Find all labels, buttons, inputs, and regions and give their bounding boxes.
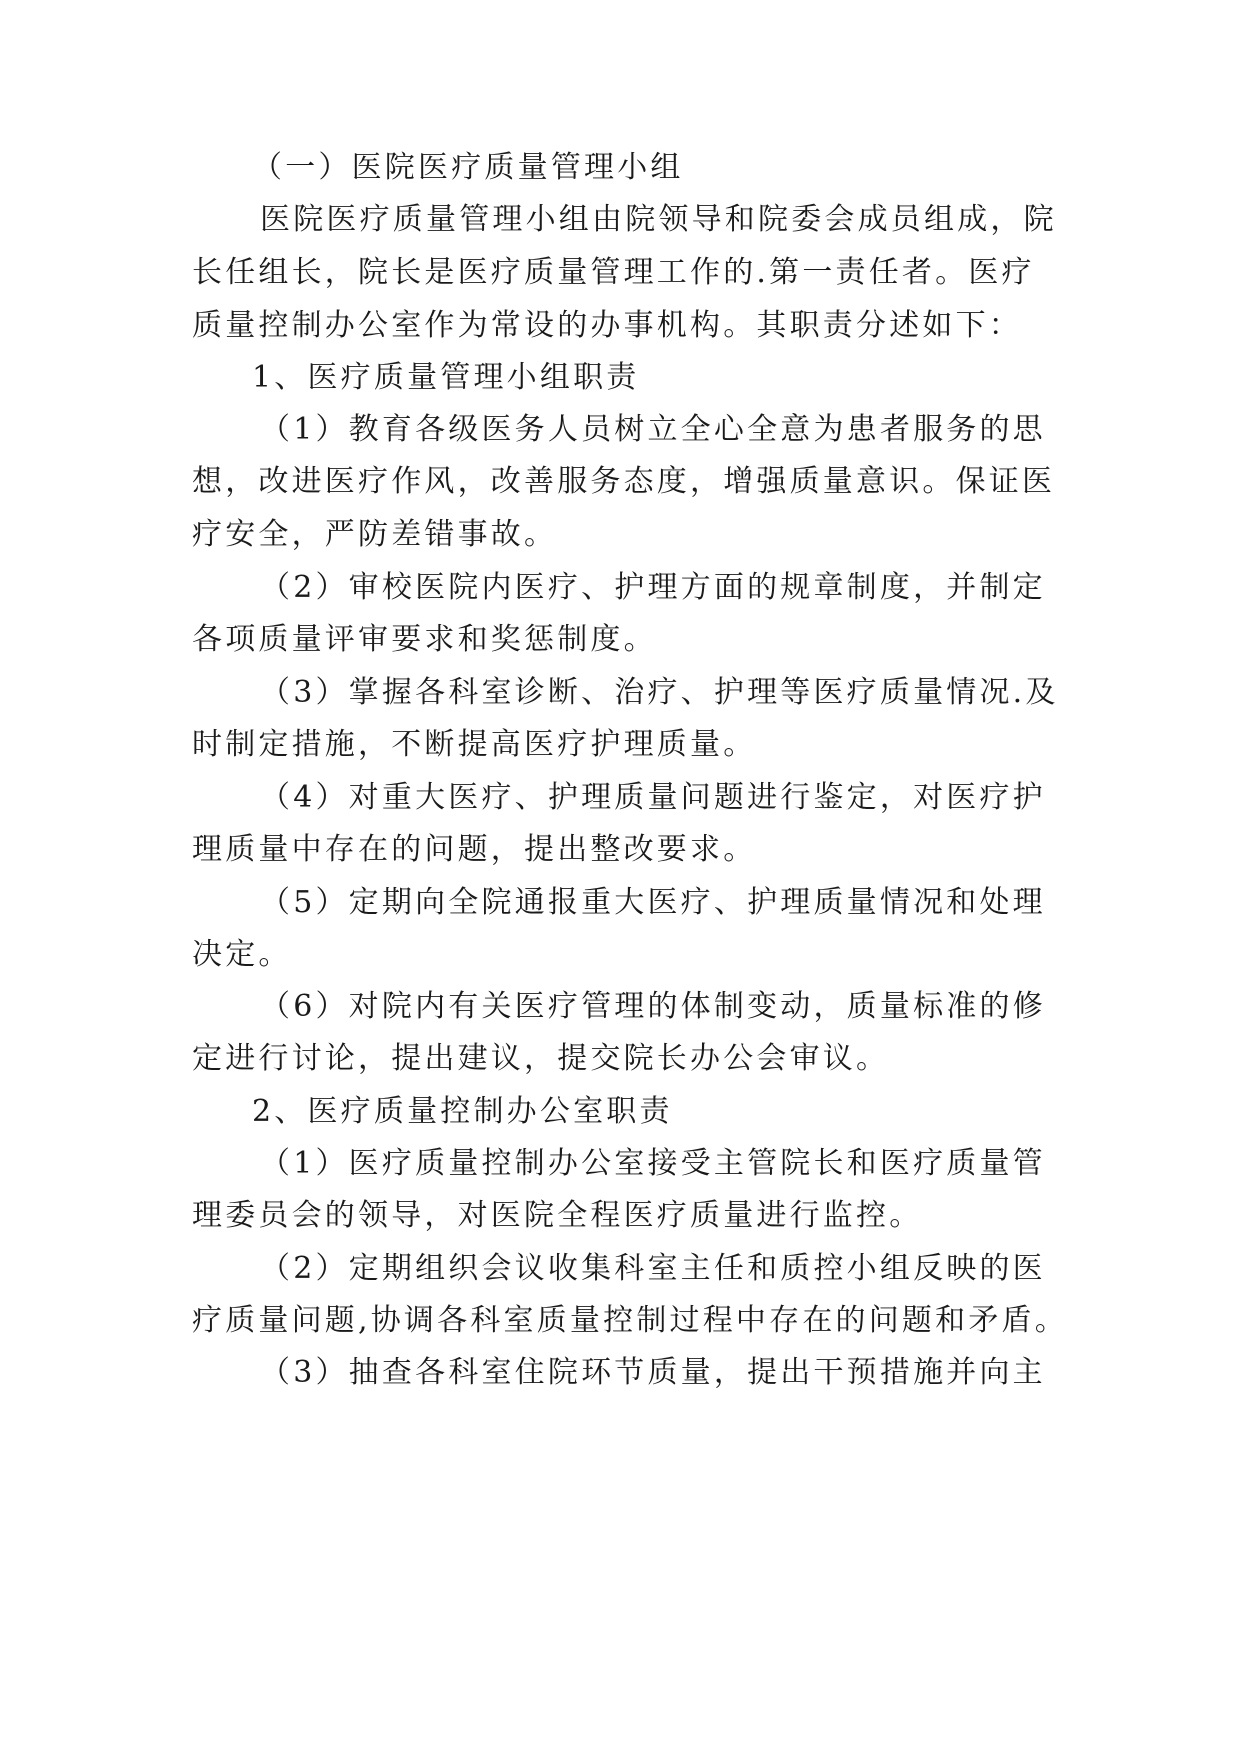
paragraph-line: 各项质量评审要求和奖惩制度。: [192, 622, 657, 657]
paragraph-line: 理委员会的领导，对医院全程医疗质量进行监控。: [192, 1198, 923, 1233]
paragraph-line: （2）审校医院内医疗、护理方面的规章制度，并制定: [260, 570, 1046, 605]
paragraph-line: （3）抽查各科室住院环节质量，提出干预措施并向主: [260, 1355, 1046, 1390]
paragraph-line: 想，改进医疗作风，改善服务态度，增强质量意识。保证医: [192, 464, 1056, 499]
paragraph-line: （1）医疗质量控制办公室接受主管院长和医疗质量管: [260, 1146, 1046, 1181]
paragraph-line: 质量控制办公室作为常设的办事机构。其职责分述如下：: [192, 308, 1022, 343]
paragraph-line: 理质量中存在的问题，提出整改要求。: [192, 832, 757, 867]
paragraph-line: （5）定期向全院通报重大医疗、护理质量情况和处理: [260, 885, 1046, 920]
subsection-heading: 2、医疗质量控制办公室职责: [252, 1094, 673, 1129]
paragraph-line: 疗质量问题,协调各科室质量控制过程中存在的问题和矛盾。: [192, 1303, 1068, 1338]
paragraph-line: （1）教育各级医务人员树立全心全意为患者服务的思: [260, 412, 1046, 447]
paragraph-line: （6）对院内有关医疗管理的体制变动，质量标准的修: [260, 989, 1046, 1024]
subsection-heading: 1、医疗质量管理小组职责: [252, 360, 640, 395]
paragraph-line: 时制定措施，不断提高医疗护理质量。: [192, 727, 757, 762]
paragraph-line: 决定。: [192, 937, 292, 972]
paragraph-line: （2）定期组织会议收集科室主任和质控小组反映的医: [260, 1251, 1046, 1286]
section-heading: （一）医院医疗质量管理小组: [252, 150, 684, 185]
paragraph-line: 定进行讨论，提出建议，提交院长办公会审议。: [192, 1041, 890, 1076]
paragraph-line: 长任组长，院长是医疗质量管理工作的.第一责任者。医疗: [192, 255, 1035, 290]
paragraph-line: （3）掌握各科室诊断、治疗、护理等医疗质量情况.及: [260, 675, 1059, 710]
paragraph-line: 医院医疗质量管理小组由院领导和院委会成员组成，院: [260, 202, 1057, 237]
paragraph-line: （4）对重大医疗、护理质量问题进行鉴定，对医疗护: [260, 780, 1046, 815]
paragraph-line: 疗安全，严防差错事故。: [192, 517, 558, 552]
